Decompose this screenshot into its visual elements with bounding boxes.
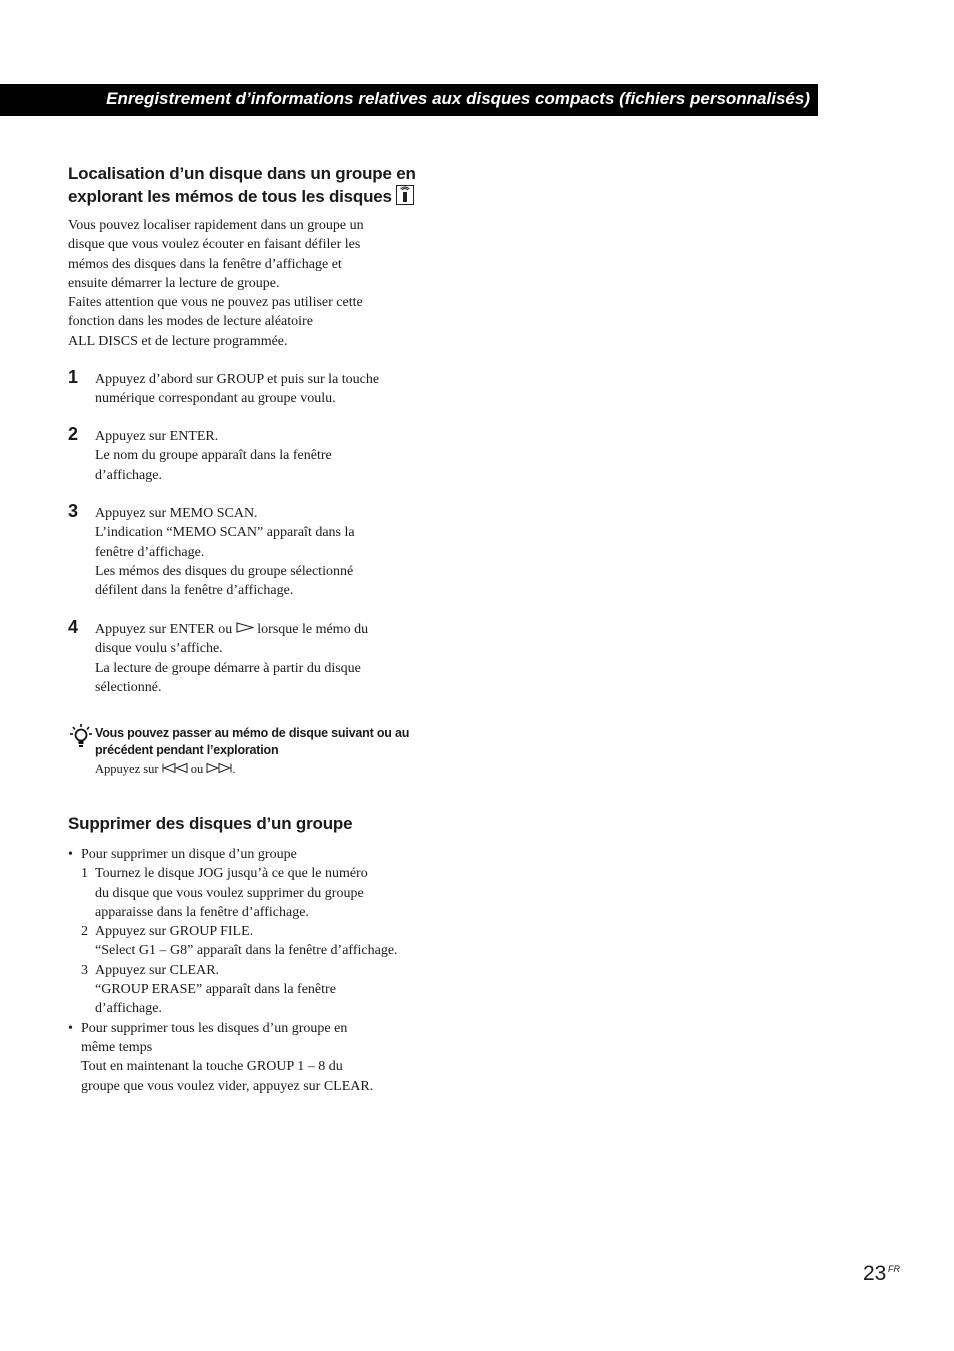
remote-control-icon — [396, 185, 414, 205]
bullet-line: groupe que vous voulez vider, appuyez sur CLEAR. — [81, 1078, 374, 1094]
sub-step-line: “Select G1 – G8” apparaît dans la fenêtre d’affichage. — [95, 943, 398, 959]
sub-step-line: apparaisse dans la fenêtre d’affichage. — [95, 904, 309, 920]
section1-intro — [68, 216, 428, 351]
intro-line: fonction dans les modes de lecture aléatoire — [68, 314, 313, 330]
section1-heading-block — [68, 163, 428, 208]
intro-line: ensuite démarrer la lecture de groupe. — [68, 275, 280, 291]
step-line-part: Appuyez sur ENTER ou — [95, 622, 233, 637]
section1-heading-line1: Localisation d’un disque dans un groupe en — [68, 164, 416, 183]
sub-step-number: 1 — [81, 866, 88, 882]
tip-body-part: ou — [190, 762, 204, 776]
bullet-mark: • — [68, 1020, 73, 1036]
step-line: Appuyez sur ENTER. — [95, 429, 219, 444]
section2-list — [68, 845, 433, 1096]
step-line: Appuyez d’abord sur GROUP et puis sur la touche — [95, 372, 380, 387]
lightbulb-icon — [68, 723, 92, 749]
intro-line: Vous pouvez localiser rapidement dans un groupe un — [68, 218, 364, 233]
step-line-part: lorsque le mémo du — [257, 622, 369, 637]
list-item — [68, 864, 433, 883]
banner-title: Enregistrement d’informations relatives aux disques compacts (fichiers personnalisés) — [106, 89, 810, 108]
sub-step-line: Tournez le disque JOG jusqu’à ce que le numéro — [95, 866, 368, 882]
step-number: 2 — [68, 424, 79, 444]
page-language-suffix: FR — [888, 1264, 900, 1274]
step-line: disque voulu s’affiche. — [95, 641, 223, 657]
sub-step-number: 2 — [81, 924, 88, 940]
intro-line: ALL DISCS et de lecture programmée. — [68, 333, 288, 349]
step-line — [95, 620, 430, 639]
section1-heading — [68, 163, 428, 208]
page-number: 23 — [863, 1262, 887, 1285]
list-item — [68, 961, 433, 980]
step-line: Les mémos des disques du groupe sélectionné — [95, 563, 354, 579]
step-text — [95, 427, 430, 485]
intro-line: mémos des disques dans la fenêtre d’affichage et — [68, 256, 342, 272]
bullet-line: même temps — [81, 1039, 153, 1055]
step-line: Appuyez sur MEMO SCAN. — [95, 506, 258, 521]
previous-track-icon — [162, 763, 188, 773]
tip-title — [95, 725, 430, 759]
step-number: 3 — [68, 501, 79, 521]
step-line: d’affichage. — [95, 467, 162, 483]
list-item — [68, 845, 433, 864]
step-line: numérique correspondant au groupe voulu. — [95, 391, 336, 407]
bullet-mark: • — [68, 847, 73, 862]
section1-heading-line2: explorant les mémos de tous les disques — [68, 187, 392, 206]
bullet-line: Pour supprimer tous les disques d’un groupe en — [81, 1020, 348, 1036]
list-item — [68, 1019, 433, 1038]
bullet-line: Tout en maintenant la touche GROUP 1 – 8 du — [81, 1059, 343, 1075]
step-number: 1 — [68, 367, 79, 387]
step-line: L’indication “MEMO SCAN” apparaît dans la — [95, 525, 355, 541]
next-track-icon — [206, 763, 232, 773]
intro-line: Faites attention que vous ne pouvez pas utiliser cette — [68, 295, 363, 311]
tip-body-part: Appuyez sur — [95, 762, 159, 776]
step-line: fenêtre d’affichage. — [95, 544, 205, 560]
step-text — [95, 504, 430, 600]
intro-line: disque que vous voulez écouter en faisant défiler les — [68, 237, 361, 253]
tip-title-line1: Vous pouvez passer au mémo de disque suivant ou au — [95, 726, 410, 740]
bullet-title: Pour supprimer un disque d’un groupe — [81, 847, 297, 862]
list-item — [68, 922, 433, 941]
tip-body-part: . — [232, 762, 236, 776]
step-text — [95, 620, 430, 697]
section-banner — [0, 84, 818, 116]
play-icon — [236, 622, 254, 633]
sub-step-line: du disque que vous voulez supprimer du groupe — [95, 885, 364, 901]
sub-step-line: Appuyez sur CLEAR. — [95, 962, 220, 978]
sub-step-number: 3 — [81, 962, 88, 978]
tip-body — [95, 761, 236, 777]
step-line: Le nom du groupe apparaît dans la fenêtre — [95, 448, 332, 464]
sub-step-line: d’affichage. — [95, 1001, 162, 1017]
sub-step-line: “GROUP ERASE” apparaît dans la fenêtre — [95, 982, 336, 998]
sub-step-line: Appuyez sur GROUP FILE. — [95, 924, 254, 940]
section2-heading-block — [68, 813, 428, 835]
step-number: 4 — [68, 617, 79, 637]
step-line: La lecture de groupe démarre à partir du disque — [95, 660, 361, 676]
step-line: défilent dans la fenêtre d’affichage. — [95, 583, 294, 599]
step-line: sélectionné. — [95, 679, 162, 695]
section2-heading: Supprimer des disques d’un groupe — [68, 814, 353, 833]
tip-title-line2: précédent pendant l’exploration — [95, 743, 279, 757]
step-text — [95, 370, 430, 409]
